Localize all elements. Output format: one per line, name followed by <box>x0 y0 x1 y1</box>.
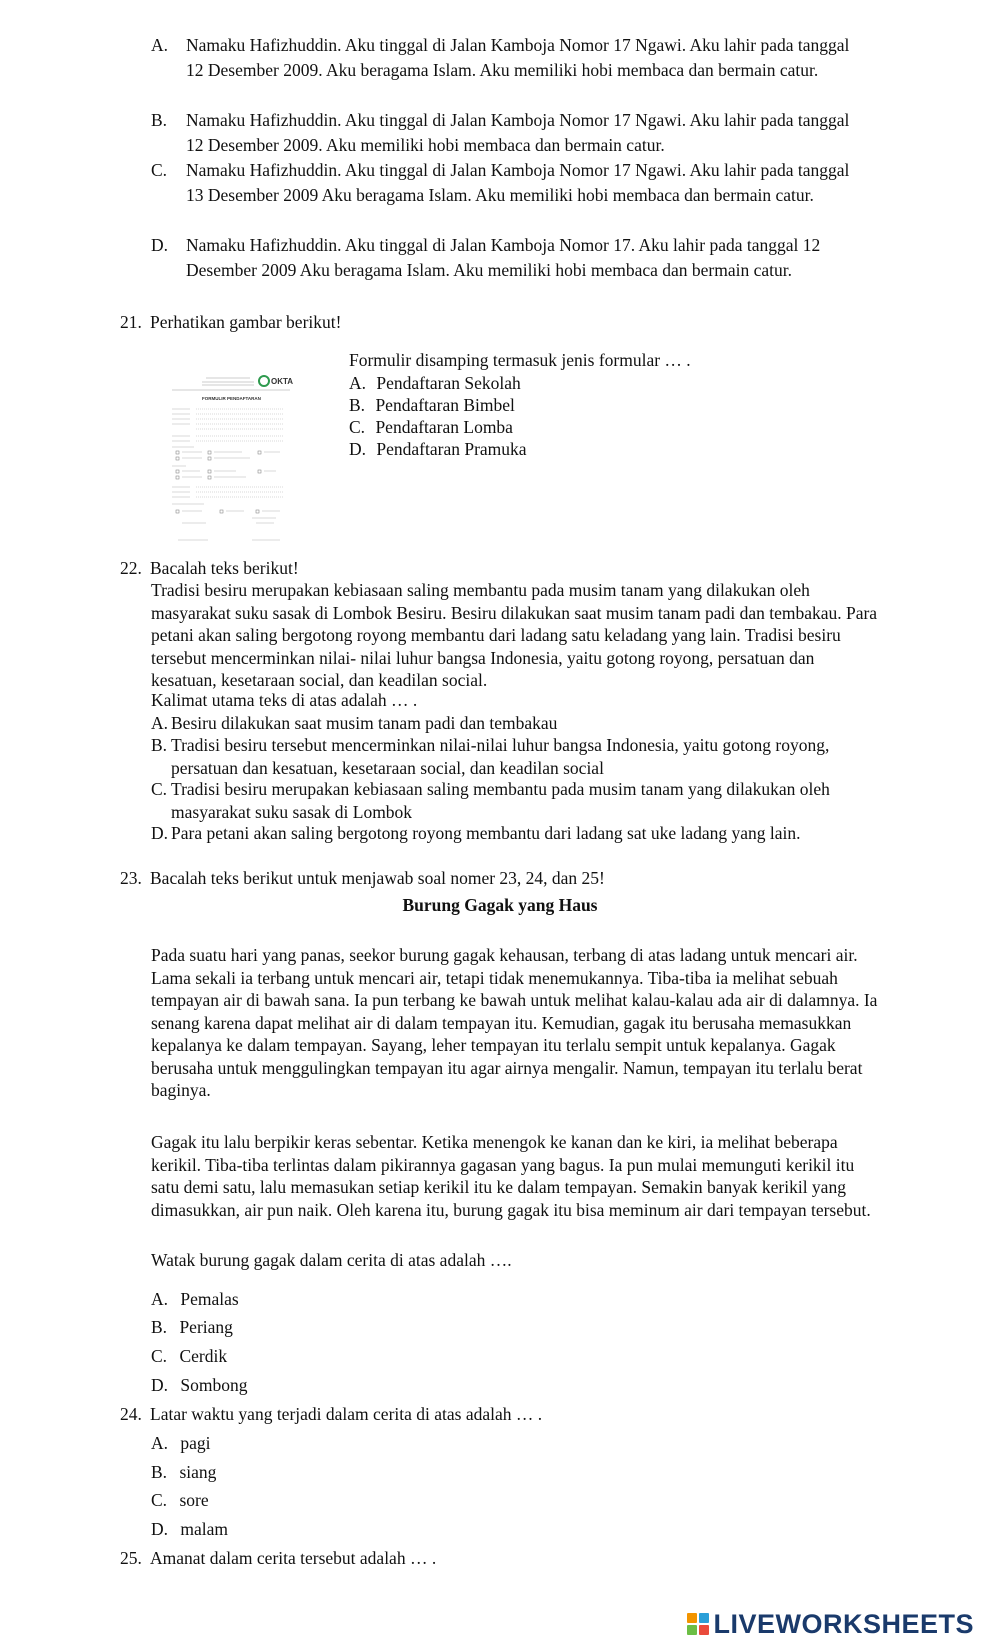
option-text: pagi <box>180 1433 211 1453</box>
question-prompt: Amanat dalam cerita tersebut adalah … . <box>150 1548 437 1568</box>
option-letter: A. <box>151 35 169 55</box>
question-prompt: Bacalah teks berikut untuk menjawab soal nomer 23, 24, dan 25! <box>150 868 605 888</box>
q23-option-d[interactable] <box>151 1373 248 1398</box>
form-brand: OKTA <box>271 377 294 386</box>
q21-option-d[interactable] <box>349 437 527 462</box>
option-letter: B. <box>349 395 366 415</box>
logo-text: LIVEWORKSHEETS <box>713 1608 974 1639</box>
question-24 <box>120 1402 880 1427</box>
question-22 <box>120 556 880 581</box>
option-letter: C. <box>151 1346 168 1366</box>
q20-option-d[interactable] <box>151 233 871 282</box>
story-paragraph-1: Pada suatu hari yang panas, seekor burung gagak kehausan, terbang di atas ladang untuk mencari air. Lama sekali ia terbang untuk mencari air, tetapi tidak menemukannya. Tiba-tiba ia melihat sebuah tempayan air di bawah sana. Ia pun terbang ke bawah untuk melihat kalau-kalau ada air di dalamnya. Ia senang karena dapat melihat air di dalam tempayan itu. Kemudian, gagak itu berusaha memasukkan kepalanya ke dalam tempayan. Sayang, leher tempayan itu terlalu sempit untuk kepalanya. Gagak berusaha untuk menggulingkan tempayan itu agar airnya mengalir. Namun, tempayan itu terlalu berat baginya. <box>151 945 878 1100</box>
question-number: 24. <box>120 1404 142 1424</box>
option-letter: A. <box>349 373 367 393</box>
option-letter: A. <box>151 1433 169 1453</box>
q21-option-c[interactable] <box>349 415 513 440</box>
option-text: Besiru dilakukan saat musim tanam padi dan tembakau <box>171 713 558 733</box>
option-text: Pemalas <box>180 1289 239 1309</box>
q23-option-a[interactable] <box>151 1287 239 1312</box>
story-paragraph-2: Gagak itu lalu berpikir keras sebentar. Ketika menengok ke kanan dan ke kiri, ia melihat beberapa kerikil. Tiba-tiba terlintas dalam pikirannya gagasan yang bagus. Ia pun mulai memunguti kerikil itu satu demi satu, lalu memasukan setiap kerikil itu ke dalam tempayan. Semakin banyak kerikil yang dimasukkan, air pun naik. Oleh karena itu, burung gagak itu bisa meminum air dari tempayan tersebut. <box>151 1132 871 1220</box>
option-text: Namaku Hafizhuddin. Aku tinggal di Jalan Kamboja Nomor 17. Aku lahir pada tanggal 12 Desember 2009 Aku beragama Islam. Aku memiliki hobi membaca dan bermain catur. <box>186 235 821 280</box>
liveworksheets-logo <box>687 1609 974 1639</box>
question-25 <box>120 1546 880 1571</box>
option-letter: B. <box>151 1462 168 1482</box>
q21-side-prompt: Formulir disamping termasuk jenis formular … . <box>349 350 691 370</box>
option-letter: D. <box>151 235 169 255</box>
option-letter: D. <box>151 1519 169 1539</box>
option-letter: C. <box>349 417 366 437</box>
q23-option-b[interactable] <box>151 1315 233 1340</box>
option-text: Namaku Hafizhuddin. Aku tinggal di Jalan Kamboja Nomor 17 Ngawi. Aku lahir pada tanggal 13 Desember 2009 Aku beragama Islam. Aku memiliki hobi membaca dan bermain catur. <box>186 160 850 205</box>
q22-passage: Tradisi besiru merupakan kebiasaan saling membantu pada musim tanam yang dilakukan oleh masyarakat suku sasak di Lombok Besiru. Besiru dilakukan saat musim tanam padi dan tembakau. Para petani akan saling bergotong royong membantu dari ladang satu keladang yang lain. Tradisi besiru tersebut mencerminkan nilai- nilai luhur bangsa Indonesia, yaitu gotong royong, persatuan dan kesatuan, kesetaraan social, dan keadilan social. <box>151 580 878 690</box>
option-text: sore <box>179 1490 209 1510</box>
option-text: Namaku Hafizhuddin. Aku tinggal di Jalan Kamboja Nomor 17 Ngawi. Aku lahir pada tanggal 12 Desember 2009. Aku beragama Islam. Aku memiliki hobi membaca dan bermain catur. <box>186 35 850 80</box>
option-letter: C. <box>151 160 168 180</box>
option-text: Sombong <box>180 1375 248 1395</box>
question-number: 22. <box>120 558 142 578</box>
question-number: 25. <box>120 1548 142 1568</box>
option-letter: B. <box>151 735 168 755</box>
q23-option-c[interactable] <box>151 1344 227 1369</box>
option-text: Namaku Hafizhuddin. Aku tinggal di Jalan Kamboja Nomor 17 Ngawi. Aku lahir pada tanggal 12 Desember 2009. Aku memiliki hobi membaca dan bermain catur. <box>186 110 850 155</box>
q22-option-a[interactable] <box>151 712 881 735</box>
option-letter: C. <box>151 1490 168 1510</box>
q20-option-c[interactable] <box>151 158 871 207</box>
q22-option-d[interactable] <box>151 822 881 845</box>
option-letter: B. <box>151 1317 168 1337</box>
question-number: 23. <box>120 868 142 888</box>
option-text: Tradisi besiru tersebut mencerminkan nilai-nilai luhur bangsa Indonesia, yaitu gotong royong, persatuan dan kesatuan, kesetaraan social, dan keadilan social <box>171 735 830 778</box>
question-23 <box>120 866 880 891</box>
story-title: Burung Gagak yang Haus <box>402 895 598 915</box>
option-text: Pendaftaran Sekolah <box>376 373 521 393</box>
q20-option-b[interactable] <box>151 108 871 157</box>
registration-form-image <box>172 372 298 548</box>
option-text: Pendaftaran Bimbel <box>375 395 515 415</box>
question-number: 21. <box>120 312 142 332</box>
option-letter: B. <box>151 110 168 130</box>
q24-option-a[interactable] <box>151 1431 211 1456</box>
form-title: FORMULIR PENDAFTARAN <box>202 396 261 401</box>
question-21 <box>120 310 880 335</box>
option-text: Pendaftaran Pramuka <box>376 439 527 459</box>
q24-option-b[interactable] <box>151 1460 216 1485</box>
q22-option-c[interactable] <box>151 778 881 823</box>
q21-option-a[interactable] <box>349 371 521 396</box>
option-letter: C. <box>151 779 168 799</box>
option-text: Tradisi besiru merupakan kebiasaan saling membantu pada musim tanam yang dilakukan oleh masyarakat suku sasak di Lombok <box>171 779 830 822</box>
q23-question: Watak burung gagak dalam cerita di atas adalah …. <box>151 1250 512 1270</box>
q24-option-c[interactable] <box>151 1488 209 1513</box>
option-text: Periang <box>179 1317 233 1337</box>
option-text: Cerdik <box>179 1346 228 1366</box>
q24-option-d[interactable] <box>151 1517 228 1542</box>
q22-option-b[interactable] <box>151 734 881 779</box>
question-prompt: Bacalah teks berikut! <box>150 558 299 578</box>
option-letter: D. <box>349 439 367 459</box>
option-text: Pendaftaran Lomba <box>375 417 513 437</box>
option-text: siang <box>179 1462 217 1482</box>
option-letter: A. <box>151 1289 169 1309</box>
question-prompt: Perhatikan gambar berikut! <box>150 312 342 332</box>
q21-option-b[interactable] <box>349 393 515 418</box>
question-prompt: Latar waktu yang terjadi dalam cerita di atas adalah … . <box>150 1404 543 1424</box>
q22-question: Kalimat utama teks di atas adalah … . <box>151 690 418 710</box>
option-letter: D. <box>151 823 169 843</box>
option-text: Para petani akan saling bergotong royong membantu dari ladang sat uke ladang yang lain. <box>171 823 801 843</box>
option-letter: A. <box>151 713 169 733</box>
option-letter: D. <box>151 1375 169 1395</box>
option-text: malam <box>180 1519 229 1539</box>
logo-blocks-icon <box>687 1613 709 1635</box>
q20-option-a[interactable] <box>151 33 871 82</box>
